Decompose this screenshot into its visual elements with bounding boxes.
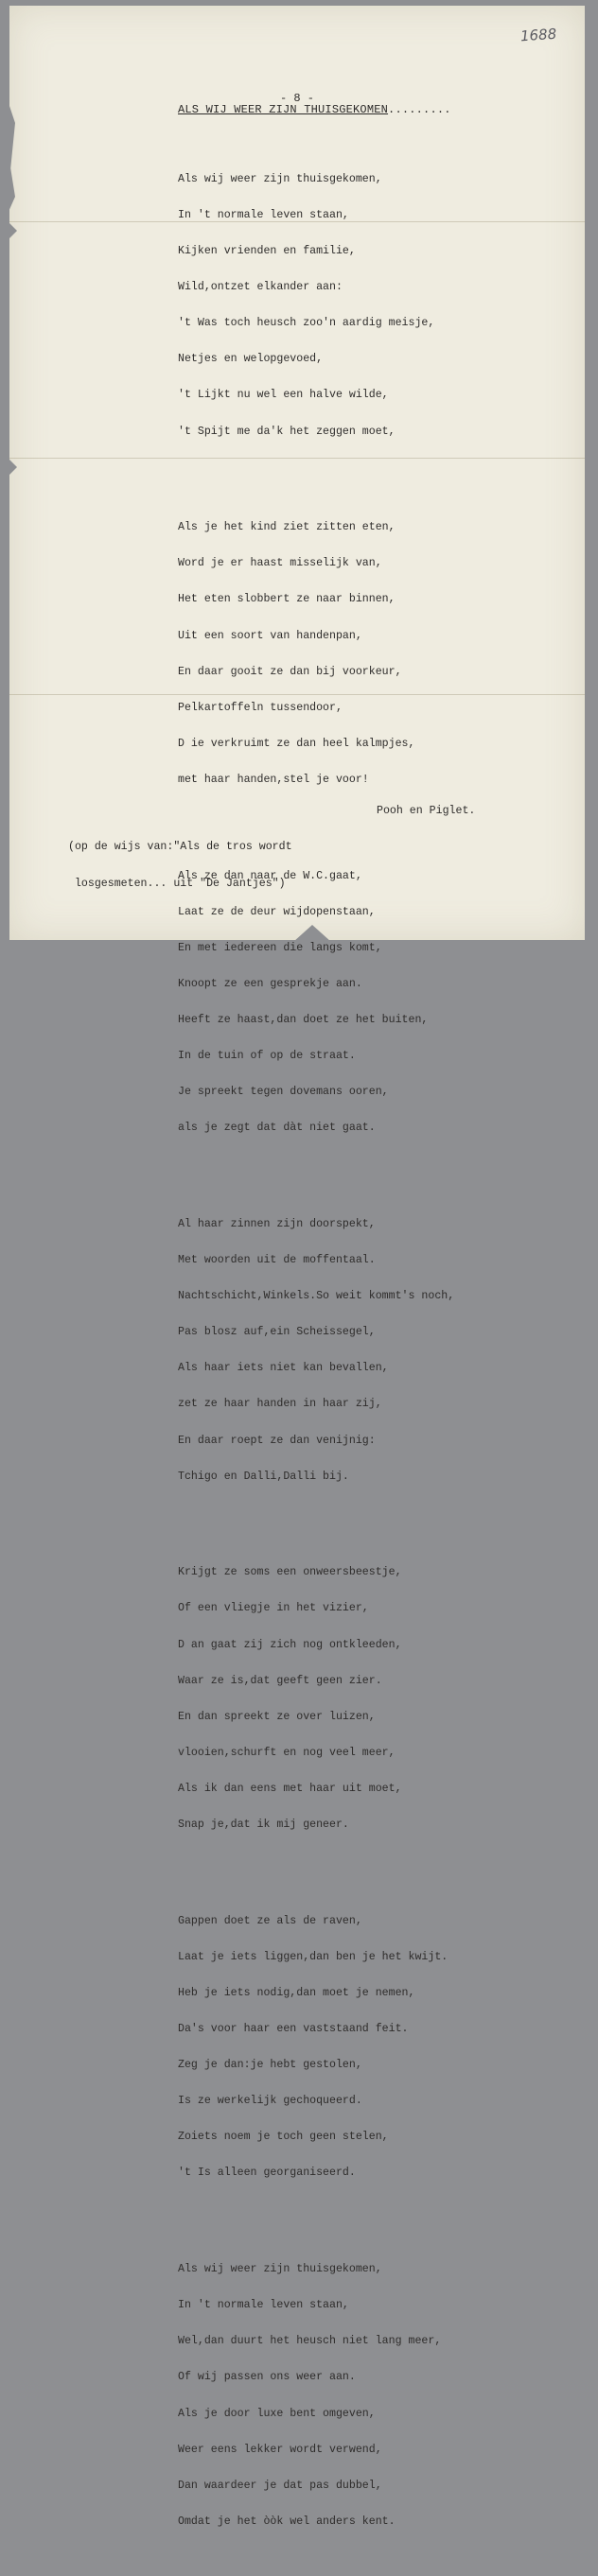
poem-line: In de tuin of op de straat. xyxy=(178,1050,356,1063)
poem-line: Krijgt ze soms een onweersbeestje, xyxy=(178,1566,402,1579)
poem-line: Weer eens lekker wordt verwend, xyxy=(178,2443,382,2456)
poem-line: Als je het kind ziet zitten eten, xyxy=(178,521,396,534)
poem-line: In 't normale leven staan, xyxy=(178,2299,349,2312)
poem-line: En daar gooit ze dan bij voorkeur, xyxy=(178,665,402,678)
poem-line: En daar roept ze dan venijnig: xyxy=(178,1434,376,1447)
poem-line: als je zegt dat dàt niet gaat. xyxy=(178,1122,376,1135)
poem-line: Wel,dan duurt het heusch niet lang meer, xyxy=(178,2335,442,2348)
stanza xyxy=(178,149,454,461)
poem-line: Laat ze de deur wijdopenstaan, xyxy=(178,905,376,918)
poem-line: D ie verkruimt ze dan heel kalmpjes, xyxy=(178,737,415,750)
poem-line: Word je er haast misselijk van, xyxy=(178,557,382,570)
poem-line: Gappen doet ze als de raven, xyxy=(178,1914,362,1927)
poem-line: Zeg je dan:je hebt gestolen, xyxy=(178,2059,362,2072)
archive-number: 1688 xyxy=(519,25,557,45)
poem-line: Pas blosz auf,ein Scheissegel, xyxy=(178,1326,376,1339)
poem-line: Heb je iets nodig,dan moet je nemen, xyxy=(178,1986,415,1999)
poem-line: Laat je iets liggen,dan ben je het kwijt. xyxy=(178,1950,448,1963)
paper-tear xyxy=(8,100,15,214)
poem-line: Als ze dan naar de W.C.gaat, xyxy=(178,869,362,882)
stanza xyxy=(178,1195,454,1507)
poem-line: Het eten slobbert ze naar binnen, xyxy=(178,593,396,606)
signature: Pooh en Piglet. xyxy=(377,805,476,817)
poem-line: zet ze haar handen in haar zij, xyxy=(178,1398,382,1411)
poem-line: met haar handen,stel je voor! xyxy=(178,773,369,786)
poem-line: Pelkartoffeln tussendoor, xyxy=(178,701,343,714)
poem-line: Omdat je het òòk wel anders kent. xyxy=(178,2515,396,2528)
stanza xyxy=(178,498,454,810)
poem-line: 't Was toch heusch zoo'n aardig meisje, xyxy=(178,317,435,330)
paper-tear xyxy=(8,221,17,240)
poem-line: D an gaat zij zich nog ontkleeden, xyxy=(178,1638,402,1651)
poem-line: En met iedereen die langs komt, xyxy=(178,941,382,954)
page-number: - 8 - xyxy=(280,92,315,105)
poem-line: Als haar iets niet kan bevallen, xyxy=(178,1362,389,1375)
stanza xyxy=(178,1543,454,1855)
stanza xyxy=(178,2240,454,2552)
footnote xyxy=(68,818,292,902)
poem-title xyxy=(178,103,451,116)
poem-line: 't Lijkt nu wel een halve wilde, xyxy=(178,389,389,402)
poem-line: Al haar zinnen zijn doorspekt, xyxy=(178,1217,376,1230)
poem-title-text: ALS WIJ WEER ZIJN THUISGEKOMEN xyxy=(178,103,389,116)
poem-body xyxy=(178,126,454,2576)
poem-line: Knoopt ze een gesprekje aan. xyxy=(178,977,362,990)
poem-line: En dan spreekt ze over luizen, xyxy=(178,1710,376,1723)
poem-line: Snap je,dat ik mij geneer. xyxy=(178,1819,349,1832)
poem-line: Of een vliegje in het vizier, xyxy=(178,1602,369,1615)
poem-line: Zoiets noem je toch geen stelen, xyxy=(178,2131,389,2144)
poem-line: vlooien,schurft en nog veel meer, xyxy=(178,1746,396,1759)
paper-tear xyxy=(8,458,17,477)
poem-line: Nachtschicht,Winkels.So weit kommt's noch, xyxy=(178,1290,455,1303)
poem-title-dots: ......... xyxy=(388,103,451,116)
poem-line: Tchigo en Dalli,Dalli bij. xyxy=(178,1470,349,1483)
poem-line: Kijken vrienden en familie, xyxy=(178,245,356,258)
poem-line: Waar ze is,dat geeft geen zier. xyxy=(178,1674,382,1687)
poem-line: Dan waardeer je dat pas dubbel, xyxy=(178,2479,382,2492)
poem-line: Da's voor haar een vaststaand feit. xyxy=(178,2023,409,2036)
poem-line: Met woorden uit de moffentaal. xyxy=(178,1254,376,1267)
poem-line: Als wij weer zijn thuisgekomen, xyxy=(178,172,382,185)
poem-line: Als je door luxe bent omgeven, xyxy=(178,2407,376,2420)
poem-line: Uit een soort van handenpan, xyxy=(178,629,362,642)
poem-line: Als wij weer zijn thuisgekomen, xyxy=(178,2263,382,2276)
stanza xyxy=(178,1891,454,2203)
poem-line: 't Is alleen georganiseerd. xyxy=(178,2167,356,2180)
poem-line: Of wij passen ons weer aan. xyxy=(178,2371,356,2384)
poem-line: In 't normale leven staan, xyxy=(178,208,349,221)
poem-line: Heeft ze haast,dan doet ze het buiten, xyxy=(178,1014,429,1026)
poem-line: Netjes en welopgevoed, xyxy=(178,353,324,366)
poem-line: 't Spijt me da'k het zeggen moet, xyxy=(178,425,396,438)
poem-line: Is ze werkelijk gechoqueerd. xyxy=(178,2095,362,2108)
footnote-line: losgesmeten... uit "De Jantjes") xyxy=(68,877,286,890)
poem-line: Als ik dan eens met haar uit moet, xyxy=(178,1782,402,1795)
poem-line: Wild,ontzet elkander aan: xyxy=(178,281,343,294)
footnote-line: (op de wijs van:"Als de tros wordt xyxy=(68,841,292,854)
poem-line: Je spreekt tegen dovemans ooren, xyxy=(178,1086,389,1099)
